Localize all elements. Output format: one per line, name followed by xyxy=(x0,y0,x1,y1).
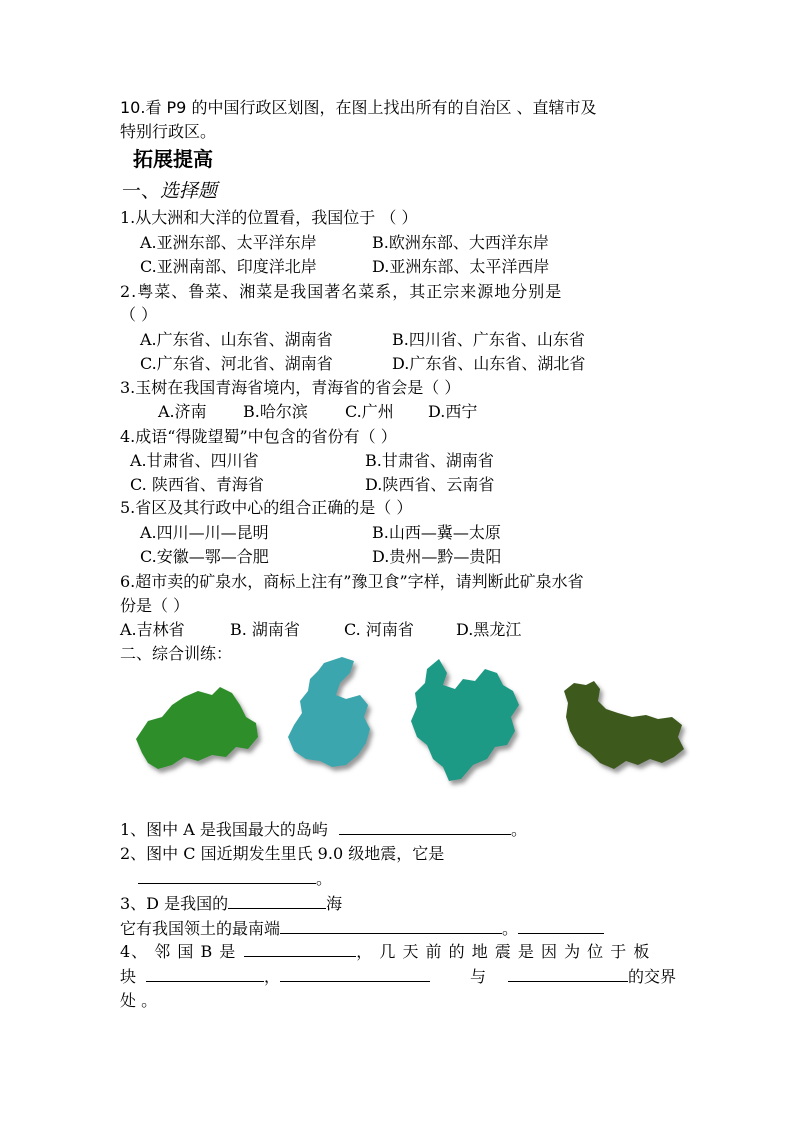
question-6-option-c[interactable]: C. 河南省 xyxy=(344,620,414,639)
question-5-option-b[interactable]: B.山西—冀—太原 xyxy=(372,523,501,542)
fill-q3-text-2: 它有我国领土的最南端 xyxy=(120,919,281,938)
question-6-option-d[interactable]: D.黑龙江 xyxy=(456,620,522,639)
question-2-option-b[interactable]: B.四川省、广东省、山东省 xyxy=(392,330,585,349)
province-map-darkgreen xyxy=(560,677,690,787)
fill-q3-blank-south[interactable] xyxy=(280,917,502,934)
intro-line-1: 10.看 P9 的中国行政区划图，在图上找出所有的自治区 、直辖市及 xyxy=(120,98,597,117)
question-6-stem: 6.超市卖的矿泉水，商标上注有”豫卫食”字样，请判断此矿泉水省 xyxy=(120,572,584,591)
question-4-option-c[interactable]: C. 陕西省、青海省 xyxy=(130,475,264,494)
heading-extension: 拓展提高 xyxy=(133,147,213,171)
question-4-option-b[interactable]: B.甘肃省、湖南省 xyxy=(365,451,494,470)
section-2-title: 二、综合训练： xyxy=(120,644,233,663)
question-3-option-a[interactable]: A.济南 xyxy=(158,402,207,421)
question-2-option-a[interactable]: A.广东省、山东省、湖南省 xyxy=(140,330,333,349)
fill-question-4-end: 处 。 xyxy=(120,991,158,1010)
question-4-stem: 4.成语“得陇望蜀”中包含的省份有（ ） xyxy=(120,427,397,446)
intro-line-2: 特别行政区。 xyxy=(120,122,217,141)
fill-q4-comma: ， xyxy=(264,967,281,986)
fill-q1-text: 1、图中 A 是我国最大的岛屿 xyxy=(120,820,328,839)
fill-q2-blank[interactable] xyxy=(138,867,316,884)
question-2-stem: 2.粤菜、鲁菜、湘菜是我国著名菜系，其正宗来源地分别是 xyxy=(120,282,563,301)
question-3-option-c[interactable]: C.广州 xyxy=(345,402,394,421)
fill-question-2-answer xyxy=(138,867,332,890)
question-3-option-d[interactable]: D.西宁 xyxy=(428,402,478,421)
fill-question-3 xyxy=(120,892,342,915)
question-1-option-b[interactable]: B.欧洲东部、大西洋东岸 xyxy=(372,233,549,252)
province-map-teal xyxy=(280,655,390,785)
fill-q4-text: 4、 邻 国 B 是 xyxy=(120,942,237,961)
question-5-stem: 5.省区及其行政中心的组合正确的是（ ） xyxy=(120,498,413,517)
question-1-option-d[interactable]: D.亚洲东部、太平洋西岸 xyxy=(372,257,550,276)
fill-q4-blank-plate-1[interactable] xyxy=(146,965,264,982)
fill-q3-blank-extra[interactable] xyxy=(518,917,604,934)
fill-question-1 xyxy=(120,818,527,841)
fill-question-4-cont xyxy=(120,965,676,988)
fill-question-3-cont xyxy=(120,917,604,940)
section-1-title xyxy=(122,180,217,202)
fill-q3-text: 3、D 是我国的 xyxy=(120,894,229,913)
question-3-option-b[interactable]: B.哈尔滨 xyxy=(243,402,308,421)
section-1-prefix: 一、 xyxy=(122,180,161,202)
question-5-option-d[interactable]: D.贵州—黔—贵阳 xyxy=(372,547,502,566)
fill-q4-blank-country[interactable] xyxy=(244,940,356,957)
question-2-option-c[interactable]: C.广东省、河北省、湖南省 xyxy=(140,354,333,373)
question-6-option-b[interactable]: B. 湖南省 xyxy=(230,620,300,639)
question-1-stem: 1.从大洲和大洋的位置看，我国位于 （ ） xyxy=(120,208,418,227)
fill-q4-boundary: 的交界 xyxy=(628,967,677,986)
question-2-stem-cont: （ ） xyxy=(120,305,158,324)
province-darkgreen xyxy=(564,681,684,769)
question-1-option-a[interactable]: A.亚洲东部、太平洋东岸 xyxy=(140,233,317,252)
province-map-seagreen xyxy=(403,655,533,790)
fill-q3-end: 。 xyxy=(502,919,519,938)
fill-q2-end: 。 xyxy=(316,869,333,888)
fill-question-2: 2、图中 C 国近期发生里氏 9.0 级地震，它是 xyxy=(120,844,445,863)
fill-q3-sea: 海 xyxy=(326,894,343,913)
province-map-green xyxy=(128,677,268,777)
question-4-option-d[interactable]: D.陕西省、云南省 xyxy=(365,475,495,494)
fill-q1-end: 。 xyxy=(511,820,528,839)
fill-q4-text-2: ， 几 天 前 的 地 震 是 因 为 位 于 板 xyxy=(356,942,651,961)
question-5-option-a[interactable]: A.四川—川—昆明 xyxy=(140,523,269,542)
province-green xyxy=(136,687,258,769)
fill-q4-and: 与 xyxy=(470,967,487,986)
question-2-option-d[interactable]: D.广东省、山东省、湖北省 xyxy=(392,354,586,373)
fill-q3-blank-sea[interactable] xyxy=(228,892,326,909)
fill-q1-blank[interactable] xyxy=(339,818,511,835)
question-6-option-a[interactable]: A.吉林省 xyxy=(120,620,185,639)
fill-q4-kuai: 块 xyxy=(120,967,137,986)
question-3-stem: 3.玉树在我国青海省境内，青海省的省会是（ ） xyxy=(120,378,461,397)
question-1-option-c[interactable]: C.亚洲南部、印度洋北岸 xyxy=(140,257,317,276)
section-1-label: 选择题 xyxy=(160,180,218,202)
question-4-option-a[interactable]: A.甘肃省、四川省 xyxy=(130,451,259,470)
province-seagreen xyxy=(411,659,519,781)
fill-q4-blank-plate-3[interactable] xyxy=(508,965,628,982)
fill-question-4 xyxy=(120,940,650,963)
fill-q4-blank-plate-2[interactable] xyxy=(280,965,430,982)
question-5-option-c[interactable]: C.安徽—鄂—合肥 xyxy=(140,547,269,566)
question-6-stem-cont: 份是（ ） xyxy=(120,596,190,615)
province-teal xyxy=(288,657,370,767)
province-maps xyxy=(120,655,690,795)
